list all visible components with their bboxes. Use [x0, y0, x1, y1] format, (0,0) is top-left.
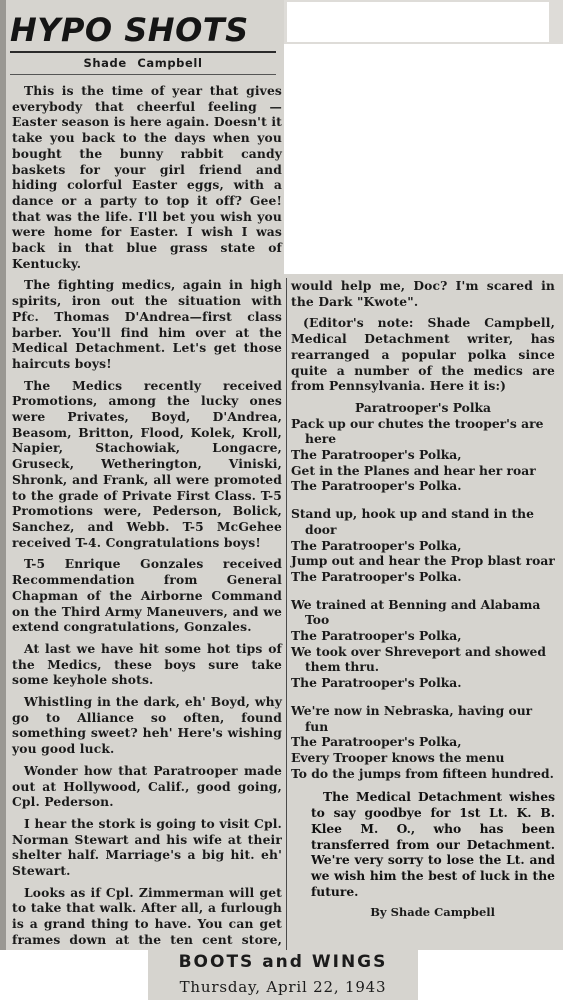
paragraph: Looks as if Cpl. Zimmerman will get to take that walk. After all, a furlough is a grand thing to have. You can get frames down at the ten cent store,	[12, 884, 282, 947]
paragraph: T-5 Enrique Gonzales received Recommendation from General Chapman of the Airborne Command on the Third Army Maneuvers, and we extend congratulations, Gonzales.	[12, 556, 282, 635]
paragraph: Wonder how that Paratrooper made out at Hollywood, Calif., good going, Cpl. Pederson.	[12, 762, 282, 810]
poem-title: Paratrooper's Polka	[354, 399, 492, 415]
paragraph: This is the time of year that gives everybody that cheerful feeling — Easter season is here again. Doesn't it take you back to the days when you bought the bunny rabbit candy baskets for your girl friend and hiding colorful Easter eggs, with a dance or a party to top it off? Gee! that was the life. I'll bet you wish you were home for Easter. I wish I was back in that blue grass state of Kentucky.	[12, 83, 282, 271]
clipping-edge	[0, 0, 6, 1000]
right-column	[291, 278, 555, 920]
poem-line: The Paratrooper's Polka,	[291, 734, 462, 750]
poem-line: To do the jumps from fifteen hundred.	[291, 765, 554, 781]
paragraph: At last we have hit some hot tips of the Medics, these boys sure take some keyhole shots.	[12, 640, 282, 688]
byline-rule	[10, 74, 276, 75]
poem-line: The Paratrooper's Polka,	[291, 628, 462, 644]
poem-line: Get in the Planes and hear her roar	[291, 462, 536, 478]
paragraph: I hear the stork is going to visit Cpl. Norman Stewart and his wife at their shelter half. Marriage's a big hit. eh' Stewart.	[12, 815, 282, 879]
left-column	[12, 83, 282, 991]
paragraph: would help me, Doc? I'm scared in the Dark "Kwote".	[291, 278, 555, 309]
poem-line: Jump out and hear the Prop blast roar	[291, 553, 555, 569]
paper-name: BOOTS and WINGS	[178, 952, 388, 972]
poem-line: We trained at Benning and Alabama Too	[291, 596, 541, 628]
poem-line: We're now in Nebraska, having our fun	[291, 702, 533, 734]
issue-date: Thursday, April 22, 1943	[179, 978, 387, 996]
poem-line: The Paratrooper's Polka.	[291, 478, 462, 494]
poem-line: Every Trooper knows the menu	[291, 749, 505, 765]
poem-line: The Paratrooper's Polka.	[291, 568, 462, 584]
column-title: HYPO SHOTS	[10, 11, 249, 49]
editor-note: (Editor's note: Shade Campbell, Medical Detachment writer, has rearranged a popular polka since quite a number of the medics are from Pennsylvania. Here it is:)	[291, 315, 555, 394]
poem-line: The Paratrooper's Polka,	[291, 447, 462, 463]
paragraph: The fighting medics, again in high spirits, iron out the situation with Pfc. Thomas D'Andrea—first class barber. You'll find him over at the Medical Detachment. Let's get those haircuts boys!	[12, 277, 282, 371]
signature: By Shade Campbell	[370, 905, 495, 920]
paragraph: The Medics recently received Promotions, among the lucky ones were Privates, Boyd, D'Andrea, Beasom, Britton, Flood, Kolek, Kroll, Napier, Stachowiak, Longacre, Gruseck, Wetherington, Viniski, Shronk, and Frank, all were promoted to the grade of Private First Class. T-5 Promotions were, Pederson, Bolick, Sanchez, and Webb. T-5 McGehee received T-4. Congratulations boys!	[12, 377, 282, 550]
paragraph: Whistling in the dark, eh' Boyd, why go to Alliance so often, found something sweet? heh' Here's wishing you good luck.	[12, 694, 282, 757]
column-divider	[286, 278, 287, 950]
farewell-note: The Medical Detachment wishes to say goodbye for 1st Lt. K. B. Klee M. O., who has been transferred from our Detachment. We're very sorry to lose the Lt. and we wish him the best of luck in the future.	[311, 789, 555, 899]
top-blank-box	[287, 2, 549, 42]
byline: Shade Campbell	[83, 56, 203, 70]
stanza-gap	[291, 691, 555, 703]
poem-line: Stand up, hook up and stand in the door	[291, 506, 534, 537]
poem-line: The Paratrooper's Polka,	[291, 537, 462, 553]
poem-line: The Paratrooper's Polka.	[291, 675, 462, 691]
stanza-gap	[291, 494, 555, 506]
title-rule	[10, 51, 276, 53]
poem-line: Pack up our chutes the trooper's are here	[291, 415, 544, 447]
poem-line: We took over Shreveport and showed them thru.	[291, 643, 546, 675]
stanza-gap	[291, 585, 555, 597]
